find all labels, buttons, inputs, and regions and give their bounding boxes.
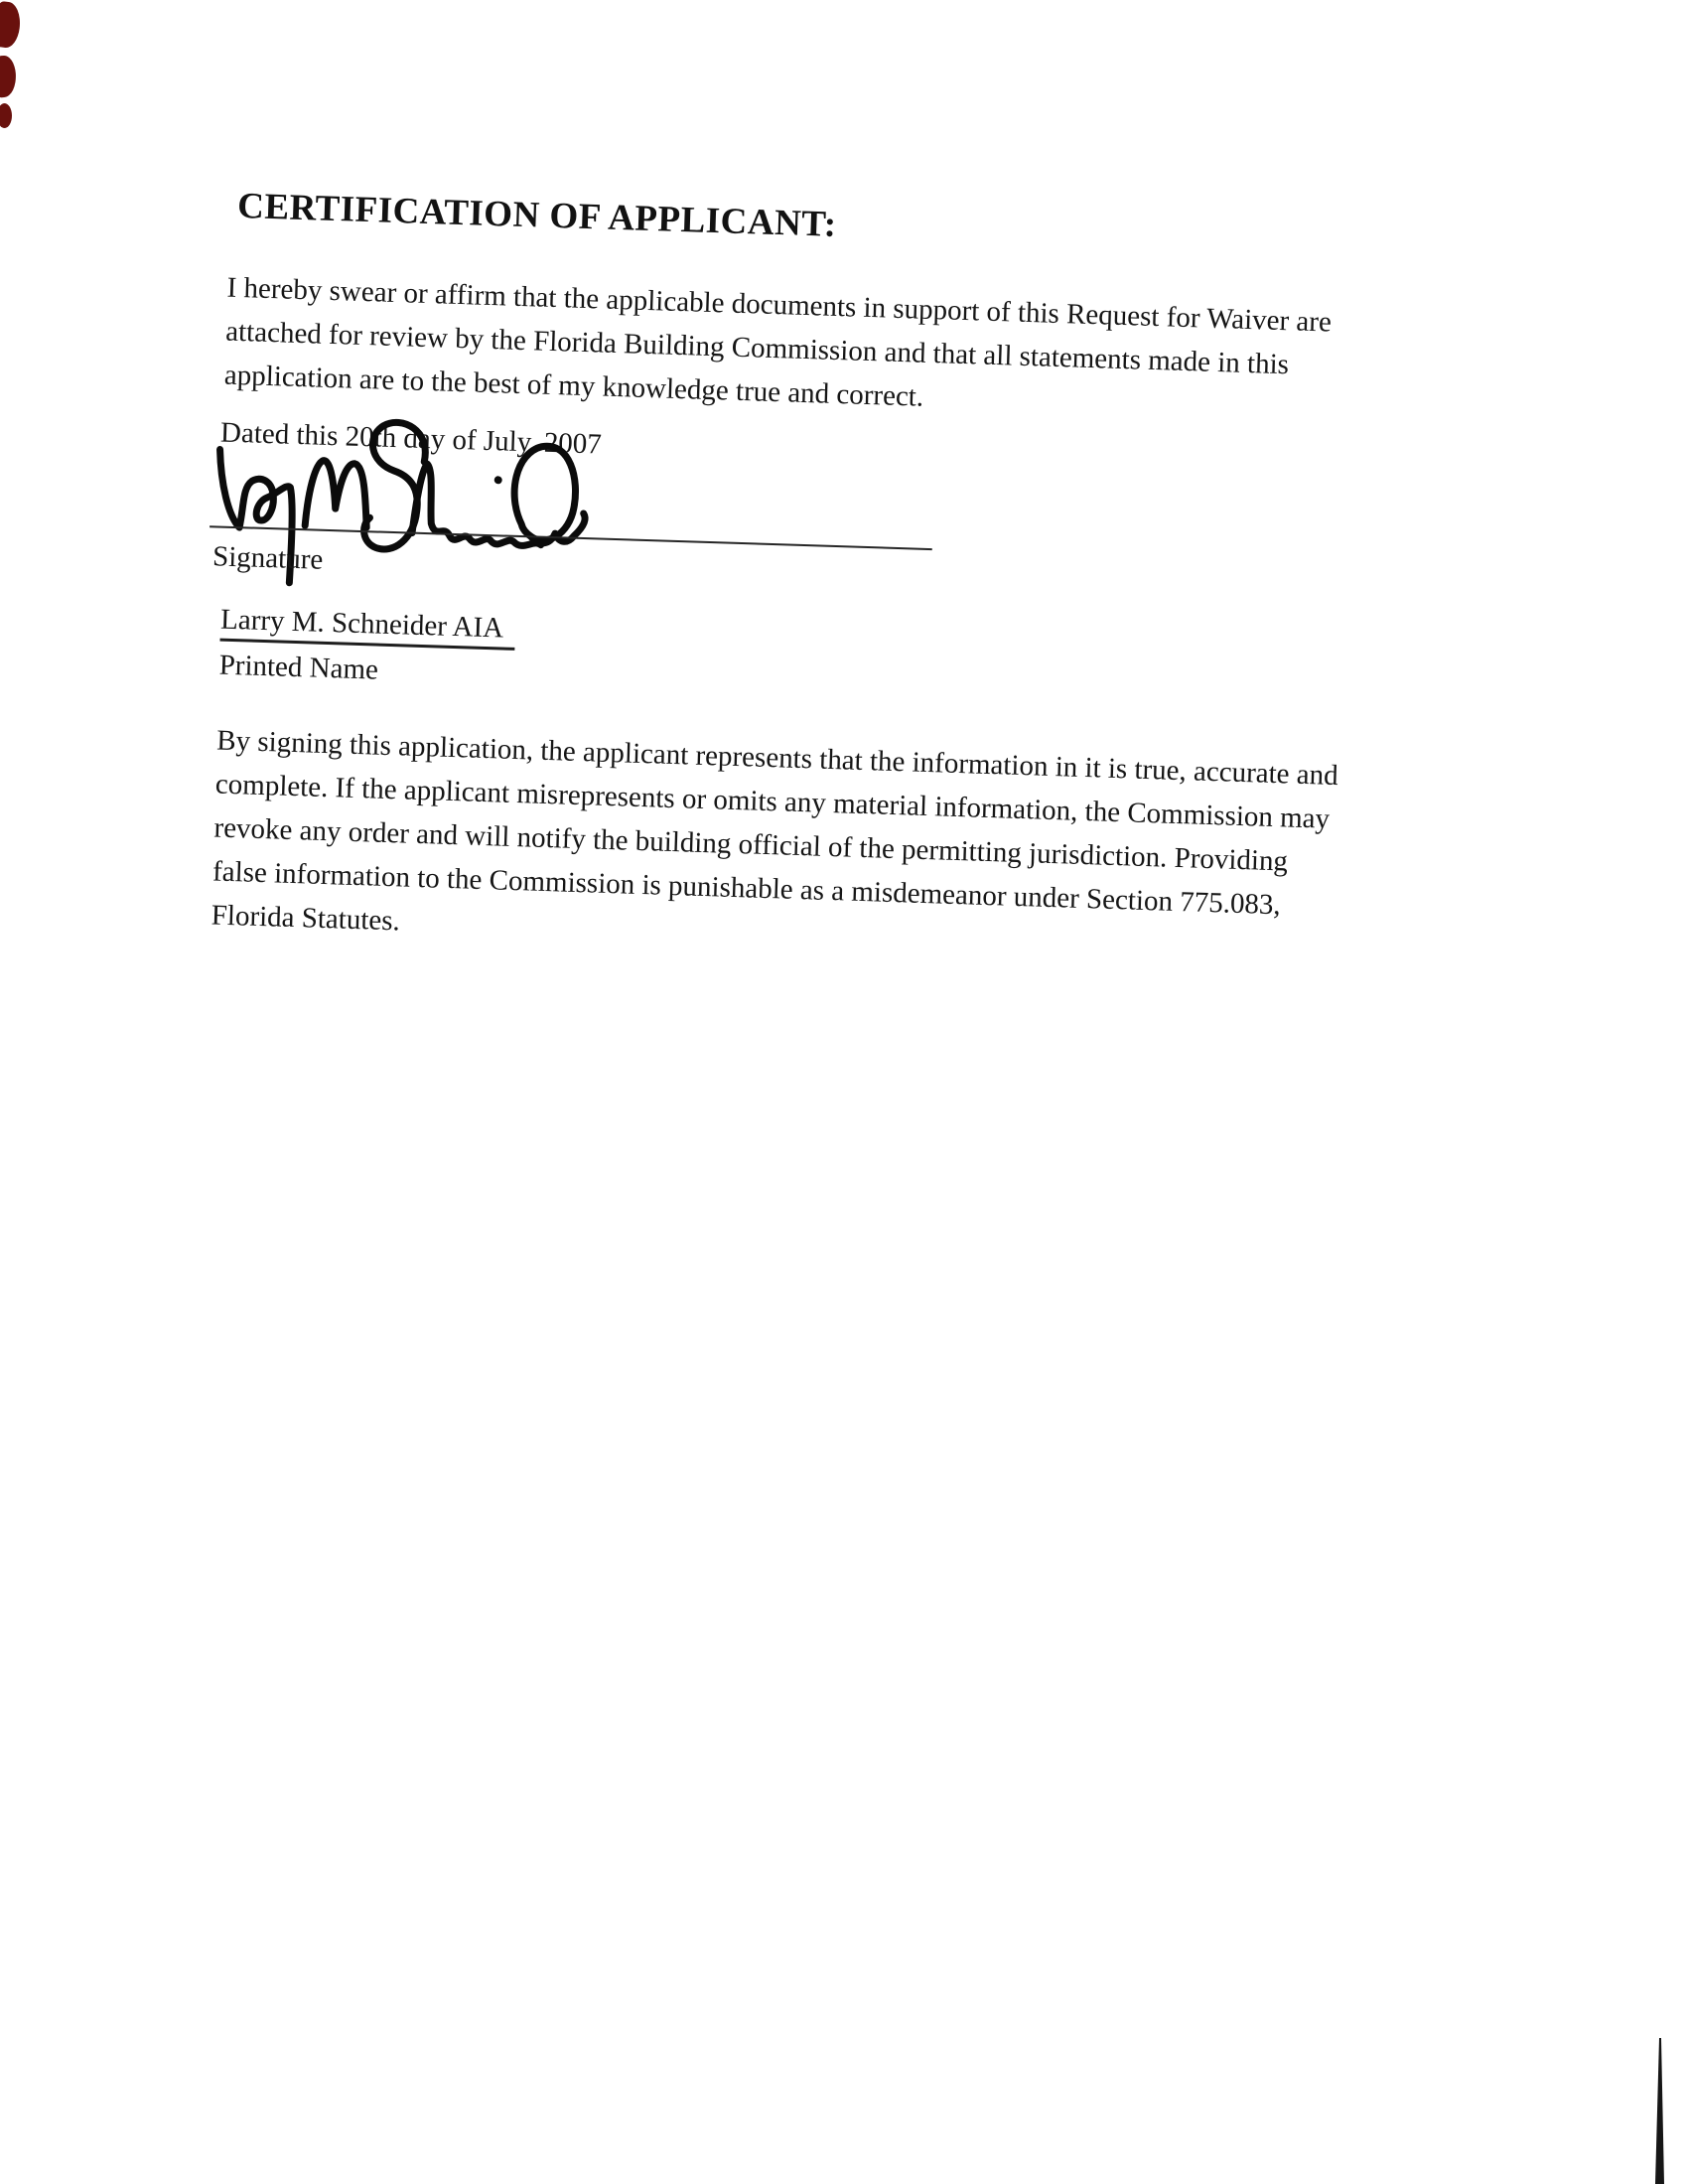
handwritten-signature [196, 405, 797, 623]
scan-artifact-mark [0, 103, 12, 128]
certification-title: CERTIFICATION OF APPLICANT: [236, 185, 838, 245]
scan-artifact-mark [0, 55, 17, 98]
oath-paragraph: I hereby swear or affirm that the applicable documents in support of this Request for Waiver are attached for review by the Florida Building Commission and that all statements made in this application are to the best of my knowledge true and correct. [223, 271, 1333, 413]
scan-edge-line [1652, 2038, 1668, 2184]
document-content [183, 182, 1598, 1050]
dated-line: Dated this 20th day of July, 2007 [219, 416, 603, 461]
printed-name-label: Printed Name [218, 649, 379, 686]
scan-artifact-mark [0, 1, 23, 50]
signature-label: Signature [211, 540, 324, 576]
legal-notice-paragraph: By signing this application, the applicant represents that the information in it is true, accurate and complete. If the applicant misrepresents or omits any material information, the Commission may revoke any order and will notify the building official of the permitting jurisdiction. Providing false information to the Commission is punishable as a misdemeanor under Section 775.083, Florida Statutes. [211, 724, 1339, 938]
printed-name-value: Larry M. Schneider AIA [219, 604, 515, 651]
